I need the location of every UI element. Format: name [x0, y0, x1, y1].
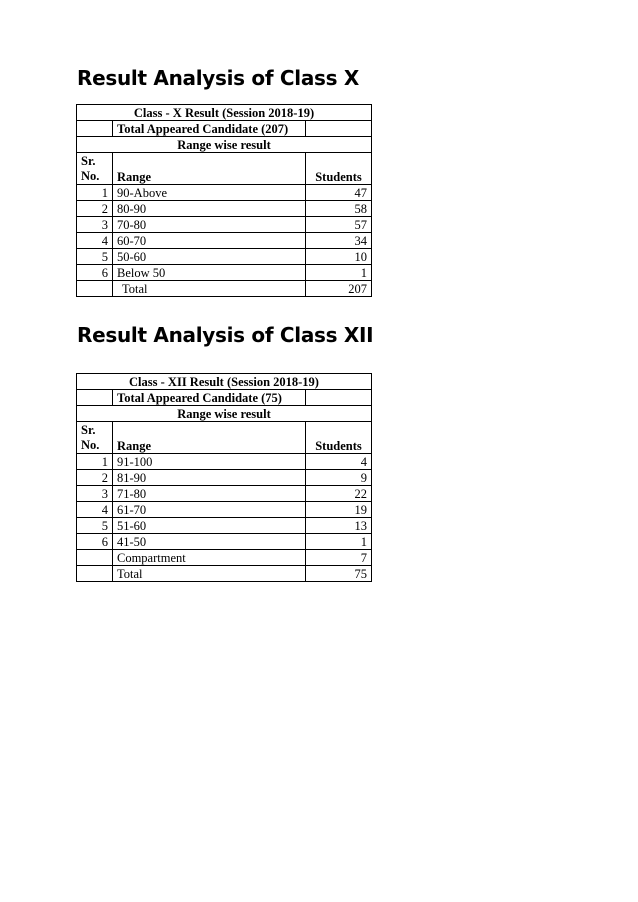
table-row: 5 51-60 13	[77, 518, 372, 534]
class-xii-result-table	[76, 373, 372, 582]
total-row	[77, 281, 372, 297]
compartment-value: 7	[306, 550, 372, 566]
table-title: Class - X Result (Session 2018-19)	[77, 105, 372, 121]
table-row: 4 60-70 34	[77, 233, 372, 249]
col-range: Range	[113, 153, 306, 185]
table-row: 5 50-60 10	[77, 249, 372, 265]
appeared-row	[77, 121, 372, 137]
appeared-candidates: Total Appeared Candidate (207)	[113, 121, 306, 137]
column-header-row	[77, 153, 372, 185]
range-title-row	[77, 137, 372, 153]
col-sr-no: Sr. No.	[77, 422, 113, 454]
col-sr-no: Sr. No.	[77, 153, 113, 185]
range-title: Range wise result	[77, 137, 372, 153]
table-row: 4 61-70 19	[77, 502, 372, 518]
table-row: 2 80-90 58	[77, 201, 372, 217]
class-xii-heading: Result Analysis of Class XII	[77, 323, 374, 347]
range-title: Range wise result	[77, 406, 372, 422]
class-x-heading: Result Analysis of Class X	[77, 66, 360, 90]
table-title-row	[77, 105, 372, 121]
total-value: 207	[306, 281, 372, 297]
compartment-label: Compartment	[113, 550, 306, 566]
class-x-result-table	[76, 104, 372, 297]
total-label: Total	[113, 566, 306, 582]
table-row: 6 Below 50 1	[77, 265, 372, 281]
total-label: Total	[113, 281, 306, 297]
compartment-row	[77, 550, 372, 566]
col-range: Range	[113, 422, 306, 454]
table-row: 1 90-Above 47	[77, 185, 372, 201]
table-row: 3 71-80 22	[77, 486, 372, 502]
table-title-row	[77, 374, 372, 390]
range-title-row	[77, 406, 372, 422]
table-row: 6 41-50 1	[77, 534, 372, 550]
column-header-row	[77, 422, 372, 454]
table-row: 3 70-80 57	[77, 217, 372, 233]
col-students: Students	[306, 422, 372, 454]
table-row: 2 81-90 9	[77, 470, 372, 486]
col-students: Students	[306, 153, 372, 185]
table-title: Class - XII Result (Session 2018-19)	[77, 374, 372, 390]
table-row: 1 91-100 4	[77, 454, 372, 470]
total-value: 75	[306, 566, 372, 582]
total-row	[77, 566, 372, 582]
appeared-candidates: Total Appeared Candidate (75)	[113, 390, 306, 406]
appeared-row	[77, 390, 372, 406]
